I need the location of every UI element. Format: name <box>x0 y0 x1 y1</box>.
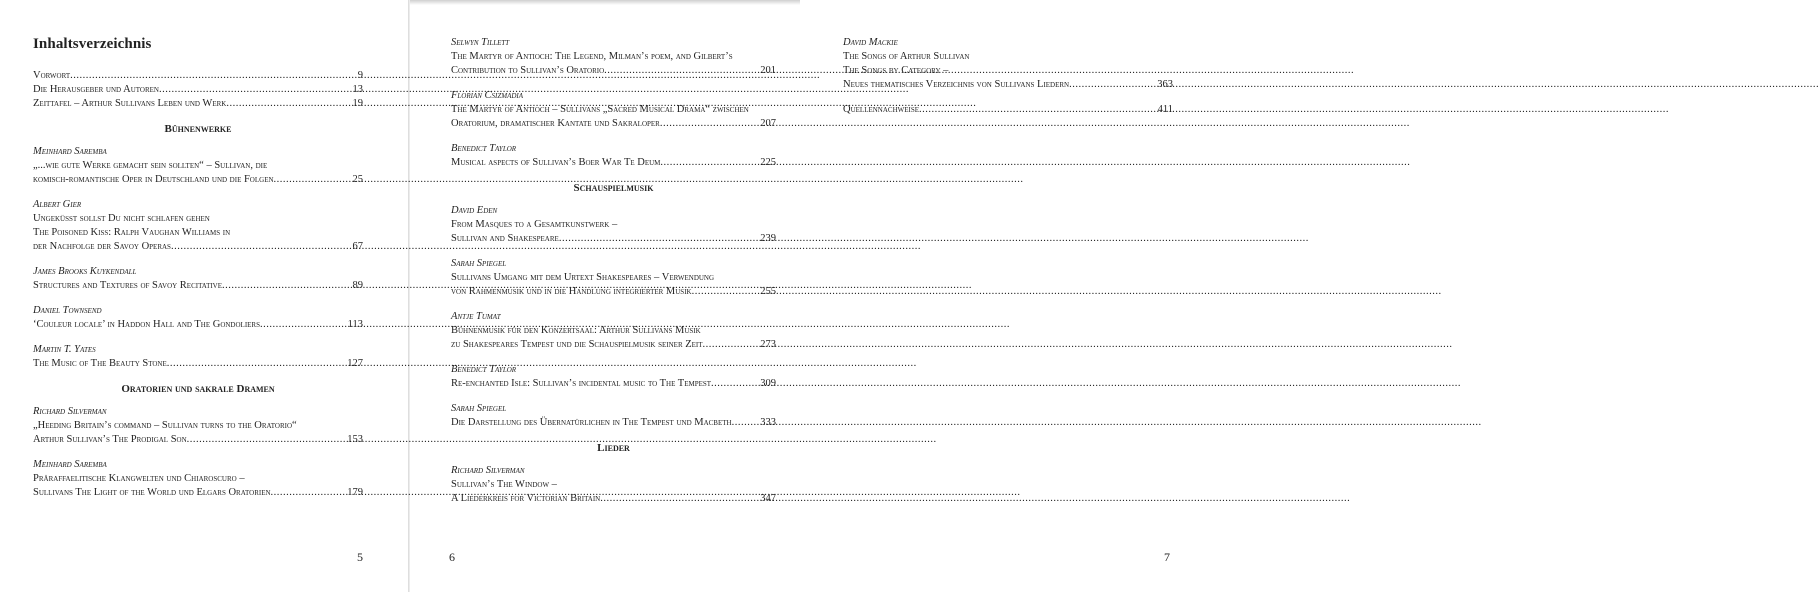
entry-page: 347 <box>760 493 776 504</box>
entry-title: Bühnenmusik für den Konzertsaal: Arthur Sullivans Musik <box>451 325 701 336</box>
leader-dots <box>226 97 352 111</box>
toc-entry[interactable] <box>33 97 363 111</box>
leader-dots <box>260 318 348 332</box>
entry-title-line <box>33 318 363 332</box>
toc-entry[interactable] <box>451 204 776 246</box>
entry-title-line <box>843 64 1173 78</box>
entry-title: ‘Couleur locale’ in Haddon Hall and The Gondoliers <box>33 319 260 330</box>
entry-author: Meinhard Saremba <box>33 459 107 470</box>
front-matter-list <box>33 69 363 111</box>
page-number-5: 5 <box>357 550 363 564</box>
entry-title: Arthur Sullivan’s The Prodigal Son <box>33 434 187 445</box>
leader-dots <box>703 338 761 352</box>
entry-title-line <box>33 419 363 433</box>
entry-page: 19 <box>352 98 363 109</box>
entry-title: von Rahmenmusik und in die Handlung integrierter Musik <box>451 286 692 297</box>
leader-dots <box>271 486 348 500</box>
entry-title: Oratorium, dramatischer Kantate und Sakraloper <box>451 118 660 129</box>
entry-page: 67 <box>352 241 363 252</box>
entry-author: Sarah Spiegel <box>451 403 507 414</box>
sources-page: 411 <box>1157 104 1173 115</box>
entry-title-line <box>451 478 776 492</box>
entry-title-line <box>451 285 776 299</box>
entry-author: James Brooks Kuykendall <box>33 266 137 277</box>
toc-entry[interactable] <box>451 142 776 170</box>
entry-page: 363 <box>1157 79 1173 90</box>
entry-page: 25 <box>352 174 363 185</box>
entry-title: der Nachfolge der Savoy Operas <box>33 241 171 252</box>
entry-title: The Music of The Beauty Stone <box>33 358 167 369</box>
entry-title: Sullivans The Light of the World und Elgars Oratorien <box>33 487 271 498</box>
entry-title: The Martyr of Antioch – Sullivans „Sacred Musical Drama“ zwischen <box>451 104 749 115</box>
entry-page: 13 <box>352 84 363 95</box>
entry-page: 309 <box>760 378 776 389</box>
entry-page: 9 <box>357 70 363 81</box>
entry-page: 207 <box>760 118 776 129</box>
entry-title: Die Herausgeber und Autoren <box>33 84 159 95</box>
entry-author: David Eden <box>451 205 498 216</box>
leader-dots <box>692 285 761 299</box>
left-page <box>33 36 363 511</box>
right-page <box>843 36 1173 117</box>
entry-title: Structures and Textures of Savoy Recitative <box>33 280 223 291</box>
toc-entry[interactable] <box>843 36 1173 92</box>
entry-title: Contribution to Sullivan’s Oratorio <box>451 65 605 76</box>
toc-entry[interactable] <box>451 36 776 78</box>
section-heading-schauspielmusik: Schauspielmusik <box>573 182 654 194</box>
entry-title: A Liederkreis for Victorian Britain <box>451 493 601 504</box>
entry-title: „Heeding Britain’s command – Sullivan turns to the Oratorio“ <box>33 420 297 431</box>
toc-entry[interactable] <box>33 343 363 371</box>
section-heading-oratorien: Oratorien und sakrale Dramen <box>121 383 275 395</box>
entry-author: David Mackie <box>843 37 898 48</box>
entry-page: 153 <box>347 434 363 445</box>
entry-title: Sullivans Umgang mit dem Urtext Shakespeares – Verwendung <box>451 272 715 283</box>
leader-dots <box>187 433 348 447</box>
entry-title-line <box>33 279 363 293</box>
entries-oratorien <box>33 405 363 500</box>
entry-author: Martin T. Yates <box>33 344 96 355</box>
entry-author: Antje Tumat <box>451 311 501 322</box>
middle-page <box>451 36 776 517</box>
page-number-7: 7 <box>1164 550 1170 564</box>
entry-author: Benedict Taylor <box>451 364 517 375</box>
entry-title-line <box>33 486 363 500</box>
entry-title-line <box>451 271 776 285</box>
entry-title: Neues thematisches Verzeichnis von Sullivans Liedern <box>843 79 1070 90</box>
entries-lieder <box>451 464 776 506</box>
entry-title: The Songs of Arthur Sullivan <box>843 51 970 62</box>
entries-schauspielmusik <box>451 204 776 430</box>
entry-page: 113 <box>347 319 363 330</box>
entry-author: Sarah Spiegel <box>451 258 507 269</box>
page-number-6: 6 <box>449 550 455 564</box>
entry-author: Florian Csizmadia <box>451 90 524 101</box>
entry-title: Re-enchanted Isle: Sullivan’s incidental music to The Tempest <box>451 378 712 389</box>
entry-page: 273 <box>760 339 776 350</box>
entry-title-line <box>33 212 363 226</box>
entry-title: From Masques to a Gesamtkunstwerk – <box>451 219 618 230</box>
entry-title-line <box>33 433 363 447</box>
entry-page: 239 <box>760 233 776 244</box>
entry-title-line <box>451 218 776 232</box>
entry-title: The Poisoned Kiss: Ralph Vaughan Williams in <box>33 227 231 238</box>
toc-entry[interactable] <box>33 304 363 332</box>
leader-dots <box>167 357 347 371</box>
leader-dots <box>559 232 760 246</box>
entry-title-line <box>33 173 363 187</box>
entry-title-line <box>843 78 1173 92</box>
entry-title-line <box>33 357 363 371</box>
leader-dots <box>600 492 760 506</box>
entry-author: Benedict Taylor <box>451 143 517 154</box>
entry-title-line <box>451 156 776 170</box>
entry-page: 333 <box>760 417 776 428</box>
entry-title-line <box>451 416 776 430</box>
leader-dots <box>919 103 1158 117</box>
entry-title-line <box>451 338 776 352</box>
sources-title: Quellennachweise <box>843 104 920 115</box>
toc-entry[interactable] <box>33 69 363 83</box>
entry-page: 201 <box>760 65 776 76</box>
leader-dots <box>159 83 353 97</box>
entry-page: 89 <box>352 280 363 291</box>
entry-author: Meinhard Saremba <box>33 146 107 157</box>
leader-dots <box>70 69 358 83</box>
toc-entry[interactable] <box>451 257 776 299</box>
leader-dots <box>604 64 760 78</box>
leader-dots <box>274 173 353 187</box>
entry-author: Richard Silverman <box>33 406 107 417</box>
entries-lieder-continued <box>843 36 1173 92</box>
entry-title-line <box>451 64 776 78</box>
entry-title: The Martyr of Antioch: The Legend, Milman’s poem, and Gilbert’s <box>451 51 733 62</box>
entry-title-line <box>451 232 776 246</box>
entry-page: 127 <box>347 358 363 369</box>
entry-title-line <box>451 492 776 506</box>
toc-title: Inhaltsverzeichnis <box>33 36 152 52</box>
entry-title: Sullivan’s The Window – <box>451 479 557 490</box>
entry-page: 225 <box>760 157 776 168</box>
toc-entry[interactable] <box>33 83 363 97</box>
entry-page: 179 <box>347 487 363 498</box>
entry-title-line <box>843 50 1173 64</box>
section-heading-buehnenwerke: Bühnenwerke <box>164 123 232 135</box>
entry-title-line <box>33 159 363 173</box>
entry-title-line <box>33 472 363 486</box>
leader-dots <box>222 279 352 293</box>
leader-dots <box>171 240 353 254</box>
entry-title: Musical aspects of Sullivan’s Boer War Te Deum <box>451 157 661 168</box>
leader-dots <box>732 416 761 430</box>
entry-title-line <box>451 377 776 391</box>
entries-buehnenwerke <box>33 145 363 371</box>
section-heading-lieder: Lieder <box>597 442 630 454</box>
scan-top-shadow <box>410 0 800 5</box>
leader-dots <box>660 117 760 131</box>
entry-title: Die Darstellung des Übernatürlichen in The Tempest und Macbeth <box>451 417 732 428</box>
leader-dots <box>660 156 760 170</box>
leader-dots <box>711 377 760 391</box>
toc-entry[interactable] <box>33 198 363 254</box>
entry-title-line <box>451 103 776 117</box>
entry-author: Albert Gier <box>33 199 82 210</box>
entry-title-line <box>451 324 776 338</box>
entry-title-line <box>33 226 363 240</box>
entry-title: „...wie gute Werke gemacht sein sollten“ – Sullivan, die <box>33 160 268 171</box>
leader-dots <box>1069 78 1157 92</box>
entry-author: Richard Silverman <box>451 465 525 476</box>
toc-entry[interactable] <box>451 363 776 391</box>
toc-entry[interactable] <box>33 265 363 293</box>
toc-entry[interactable] <box>451 310 776 352</box>
sources-entry[interactable] <box>843 103 1173 117</box>
entries-oratorien-continued <box>451 36 776 170</box>
toc-entry[interactable] <box>451 89 776 131</box>
toc-entry[interactable] <box>33 405 363 447</box>
entry-title: Präraffaelitische Klangwelten und Chiaroscuro – <box>33 473 245 484</box>
toc-entry[interactable] <box>451 464 776 506</box>
entry-title: Ungeküsst sollst Du nicht schlafen gehen <box>33 213 210 224</box>
entry-title: Sullivan and Shakespeare <box>451 233 559 244</box>
entry-title-line <box>451 50 776 64</box>
entry-title-line <box>451 117 776 131</box>
toc-entry[interactable] <box>33 145 363 187</box>
entry-title: Zeittafel – Arthur Sullivans Leben und Werk <box>33 98 227 109</box>
entry-author: Daniel Townsend <box>33 305 102 316</box>
toc-entry[interactable] <box>451 402 776 430</box>
entry-title: Vorwort <box>33 70 71 81</box>
entry-page: 255 <box>760 286 776 297</box>
entry-title-line <box>33 240 363 254</box>
entry-author: Selwyn Tillett <box>451 37 510 48</box>
entry-title: komisch-romantische Oper in Deutschland und die Folgen <box>33 174 274 185</box>
entry-title: zu Shakespeares Tempest und die Schauspielmusik seiner Zeit <box>451 339 703 350</box>
toc-entry[interactable] <box>33 458 363 500</box>
entry-title: The Songs by Category – <box>843 65 949 76</box>
